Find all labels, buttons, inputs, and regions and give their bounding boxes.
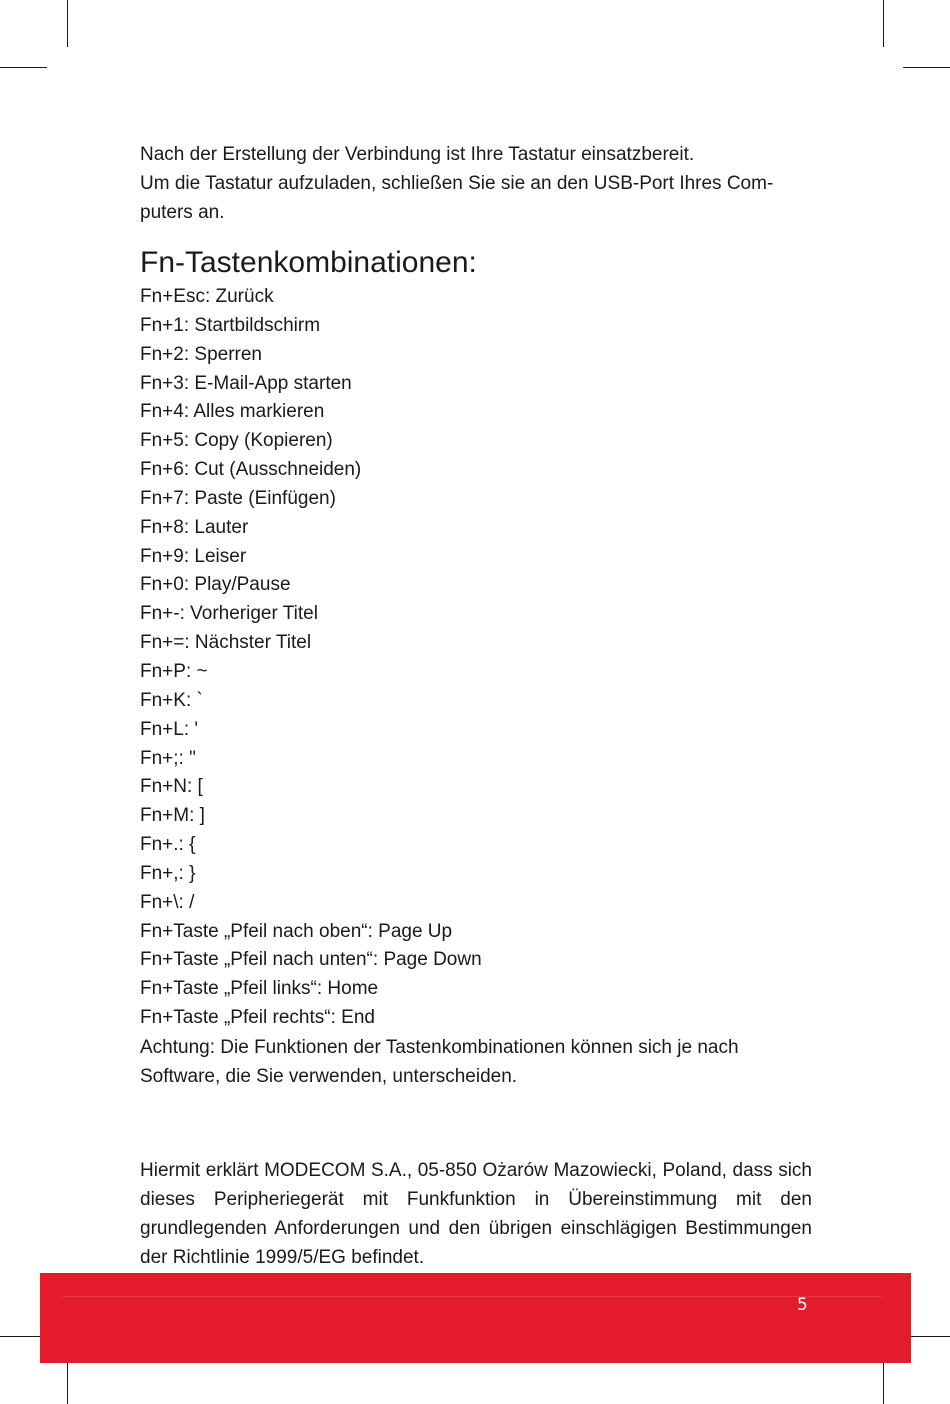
shortcut-item: Fn+-: Vorheriger Titel [140, 603, 318, 625]
shortcut-item: Fn+K: ` [140, 689, 203, 711]
intro-line: Nach der Erstellung der Verbindung ist Ihre Tastatur einsatzbereit. [140, 144, 695, 165]
shortcut-item: Fn+\: / [140, 891, 195, 913]
intro-line: puters an. [140, 202, 225, 223]
crop-mark-bottom-left-vertical [67, 1356, 68, 1404]
shortcut-item: Fn+M: ] [140, 805, 205, 827]
note-line: Software, die Sie verwenden, unterscheiden. [140, 1065, 518, 1087]
shortcut-item: Fn+,: } [140, 862, 196, 884]
note-line: Achtung: Die Funktionen der Tastenkombinationen können sich je nach [140, 1036, 739, 1058]
shortcut-item: Fn+3: E-Mail-App starten [140, 372, 352, 394]
shortcut-list [140, 283, 812, 1033]
shortcut-item: Fn+7: Paste (Einfügen) [140, 487, 336, 509]
crop-mark-top-right-vertical [883, 0, 884, 47]
crop-mark-top-left-horizontal [0, 67, 47, 68]
crop-mark-bottom-right-vertical [883, 1356, 884, 1404]
shortcut-item: Fn+Esc: Zurück [140, 286, 274, 307]
shortcut-item: Fn+9: Leiser [140, 545, 247, 567]
shortcut-item: Fn+Taste „Pfeil rechts“: End [140, 1007, 375, 1029]
section-title: Fn-Tastenkombinationen: [140, 246, 477, 279]
shortcut-item: Fn+Taste „Pfeil nach oben“: Page Up [140, 920, 453, 942]
shortcut-item: Fn+1: Startbildschirm [140, 314, 321, 336]
shortcut-item: Fn+P: ~ [140, 660, 208, 682]
page-content [140, 140, 812, 1091]
shortcut-item: Fn+=: Nächster Titel [140, 632, 312, 654]
shortcut-item: Fn+;: " [140, 747, 196, 769]
footer-bar [40, 1273, 911, 1363]
conformity-declaration: Hiermit erklärt MODECOM S.A., 05-850 Ożarów Mazowiecki, Poland, dass sich dieses Peripheriegerät mit Funkfunktion in Übereinstimmung mit den grundlegenden Anforderungen und den übrigen einschlägigen Bestimmungen der Richtlinie 1999/5/EG befindet. [140, 1160, 812, 1268]
intro-paragraph [140, 140, 812, 227]
shortcut-item: Fn+5: Copy (Kopieren) [140, 430, 333, 452]
crop-mark-top-right-horizontal [903, 67, 950, 68]
shortcut-item: Fn+8: Lauter [140, 516, 249, 538]
shortcut-item: Fn+L: ' [140, 718, 199, 740]
intro-line: Um die Tastatur aufzuladen, schließen Sie sie an den USB-Port Ihres Com- [140, 173, 774, 194]
shortcut-item: Fn+.: { [140, 834, 196, 856]
crop-mark-top-left-vertical [67, 0, 68, 47]
page-number: 5 [797, 1295, 808, 1315]
shortcut-item: Fn+2: Sperren [140, 343, 262, 365]
footer-divider [62, 1296, 882, 1297]
shortcut-item: Fn+Taste „Pfeil nach unten“: Page Down [140, 949, 482, 971]
shortcut-item: Fn+6: Cut (Ausschneiden) [140, 459, 362, 481]
shortcut-item: Fn+N: [ [140, 776, 203, 798]
shortcut-item: Fn+Taste „Pfeil links“: Home [140, 978, 379, 1000]
shortcut-item: Fn+4: Alles markieren [140, 401, 325, 423]
shortcut-item: Fn+0: Play/Pause [140, 574, 291, 596]
